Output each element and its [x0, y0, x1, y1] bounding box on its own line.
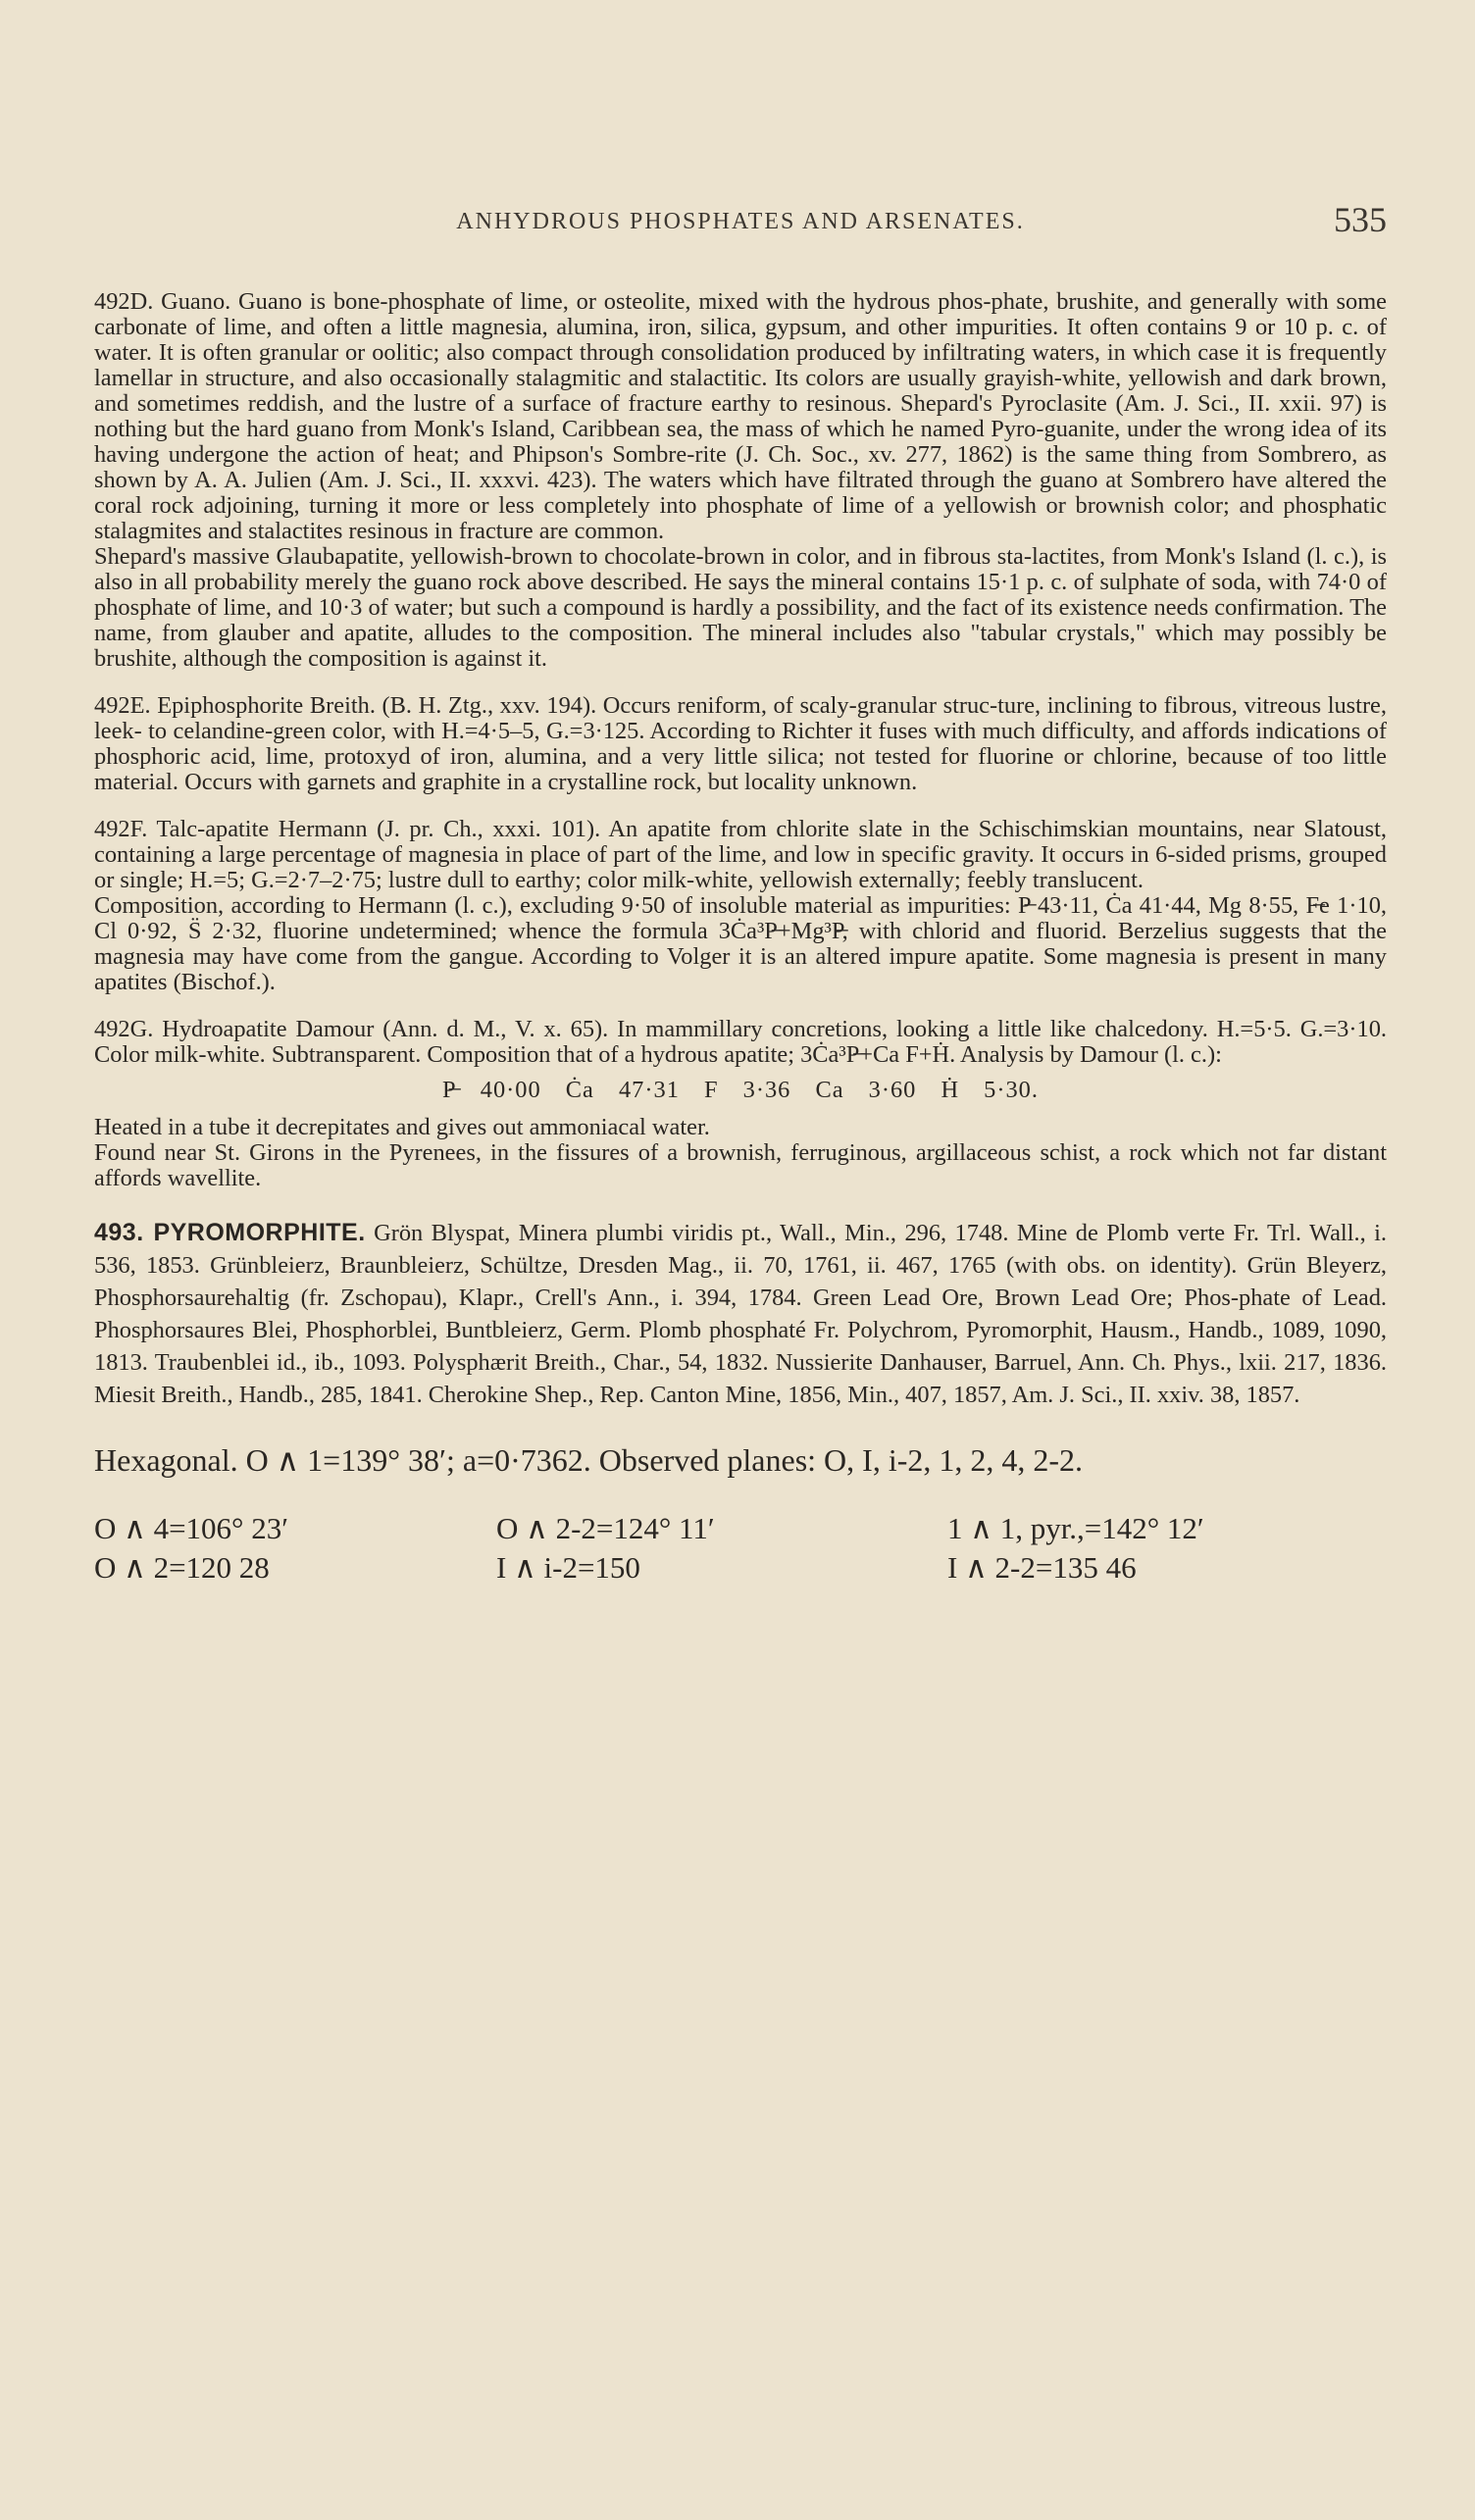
page-header — [94, 191, 1387, 250]
angle-cell: O ∧ 2-2=124° 11′ — [496, 1511, 715, 1545]
section-gap — [94, 995, 1387, 1017]
paragraph-492g-heated: Heated in a tube it decrepitates and gives out ammoniacal water. — [94, 1114, 710, 1140]
angle-cell: O ∧ 4=106° 23′ — [94, 1511, 288, 1545]
paragraph-492d-glaubapatite: Shepard's massive Glaubapatite, yellowish-brown to chocolate-brown in color, and in fibrous sta-lactites, from Monk's Island (l. c.), is also in all probability merely the guano rock above described. He says the mineral contains 15·1 p. c. of sulphate of soda, with 74·0 of phosphate of lime, and 10·3 of water; but such a compound is hardly a possibility, and the fact of its existence needs confirmation. The name, from glauber and apatite, alludes to the composition. The mineral includes also "tabular crystals," which may possibly be brushite, although the composition is against it. — [94, 543, 1387, 672]
section-heading-493: 493. PYROMORPHITE. — [94, 1219, 366, 1246]
paragraph-492d-guano: 492D. Guano. Guano is bone-phosphate of lime, or osteolite, mixed with the hydrous phos-phate, brushite, and generally with some carbonate of lime, and often a little magnesia, alumina, iron, silica, gypsum, and other impurities. It often contains 9 or 10 p. c. of water. It is often granular or oolitic; also compact through consolidation produced by infiltrating waters, in which case it is frequently lamellar in structure, and also occasionally stalagmitic and stalactitic. Its colors are usually grayish-white, yellowish and dark brown, and sometimes reddish, and the lustre of a surface of fracture earthy to resinous. Shepard's Pyroclasite (Am. J. Sci., II. xxii. 97) is nothing but the hard guano from Monk's Island, Caribbean sea, the mass of which he named Pyro-guanite, under the wrong idea of its having undergone the action of heat; and Phipson's Sombre-rite (J. Ch. Soc., xv. 277, 1862) is the same thing from Sombrero, as shown by A. A. Julien (Am. J. Sci., II. xxxvi. 423). The waters which have filtrated through the guano at Sombrero have altered the coral rock adjoining, turning it more or less completely into phosphate of lime of a yellowish or brownish color; and phosphatic stalagmites and stalactites resinous in fracture are common. — [94, 288, 1387, 544]
angle-cell: I ∧ i-2=150 — [496, 1550, 640, 1585]
paragraph-492e-epiphosphorite: 492E. Epiphosphorite Breith. (B. H. Ztg., xxv. 194). Occurs reniform, of scaly-granular struc-ture, inclining to fibrous, vitreous lustre, leek- to celandine-green color, with H.=4·5–5, G.=3·125. According to Richter it fuses with much difficulty, and affords indications of phosphoric acid, lime, protoxyd of iron, alumina, and a very little silica; not tested for fluorine or chlorine, because of too little material. Occurs with garnets and graphite in a crystalline rock, but locality unknown. — [94, 692, 1387, 795]
angle-table — [94, 1509, 1387, 1588]
crystal-system-line: Hexagonal. O ∧ 1=139° 38′; a=0·7362. Observed planes: O, I, i-2, 1, 2, 4, 2-2. — [94, 1442, 1084, 1478]
page-body — [94, 289, 1387, 1588]
paragraph-492g-hydroapatite: 492G. Hydroapatite Damour (Ann. d. M., V. x. 65). In mammillary concretions, looking a little like chalcedony. H.=5·5. G.=3·10. Color milk-white. Subtransparent. Composition that of a hydrous apatite; 3Ċa³P̶+Ca F+Ḣ. Analysis by Damour (l. c.): — [94, 1016, 1387, 1068]
angle-cell: 1 ∧ 1, pyr.,=142° 12′ — [947, 1511, 1204, 1545]
angle-cell: I ∧ 2-2=135 46 — [947, 1550, 1137, 1585]
angle-cell: O ∧ 2=120 28 — [94, 1550, 270, 1585]
page-number: 535 — [1334, 200, 1387, 239]
paragraph-493-pyromorphite — [94, 1217, 1387, 1411]
running-title: ANHYDROUS PHOSPHATES AND ARSENATES. — [456, 209, 1025, 234]
paragraph-492f-composition: Composition, according to Hermann (l. c.), excluding 9·50 of insoluble material as impurities: P̶ 43·11, Ċa 41·44, Mg 8·55, F̶e 1·10, Cl 0·92, S̈ 2·32, fluorine undetermined; whence the formula 3Ċa³P̶+Mg³P̶, with chlorid and fluorid. Berzelius suggests that the magnesia may have come from the gangue. According to Volger it is an altered impure apatite. Some magnesia is present in many apatites (Bischof.). — [94, 892, 1387, 995]
section-gap — [94, 672, 1387, 693]
synonymy-text: Grön Blyspat, Minera plumbi viridis pt., Wall., Min., 296, 1748. Mine de Plomb verte Fr. Trl. Wall., i. 536, 1853. Grünbleierz, Braunbleierz, Schültze, Dresden Mag., ii. 70, 1761, ii. 467, 1765 (with obs. on identity). Grün Bleyerz, Phosphorsaurehaltig (fr. Zschopau), Klapr., Crell's Ann., i. 394, 1784. Green Lead Ore, Brown Lead Ore; Phos-phate of Lead. Phosphorsaures Blei, Phosphorblei, Buntbleierz, Germ. Plomb phosphaté Fr. Polychrom, Pyromorphit, Hausm., Handb., 1089, 1090, 1813. Traubenblei id., ib., 1093. Polysphærit Breith., Char., 54, 1832. Nussierite Danhauser, Barruel, Ann. Ch. Phys., lxii. 217, 1836. Miesit Breith., Handb., 285, 1841. Cherokine Shep., Rep. Canton Mine, 1856, Min., 407, 1857, Am. J. Sci., II. xxiv. 38, 1857. — [94, 1220, 1387, 1408]
paragraph-492f-talc-apatite: 492F. Talc-apatite Hermann (J. pr. Ch., xxxi. 101). An apatite from chlorite slate in the Schischimskian mountains, near Slatoust, containing a large percentage of magnesia in place of part of the lime, and low in specific gravity. It occurs in 6-sided prisms, grouped or single; H.=5; G.=2·7–2·75; lustre dull to earthy; color milk-white, yellowish externally; feebly translucent. — [94, 816, 1387, 893]
analysis-formula: P̶ 40·00 Ċa 47·31 F 3·36 Ca 3·60 Ḣ 5·30. — [442, 1077, 1039, 1103]
paragraph-492g-found: Found near St. Girons in the Pyrenees, in the fissures of a brownish, ferruginous, argillaceous schist, a rock which not far distant affords wavellite. — [94, 1139, 1387, 1191]
section-gap — [94, 795, 1387, 817]
